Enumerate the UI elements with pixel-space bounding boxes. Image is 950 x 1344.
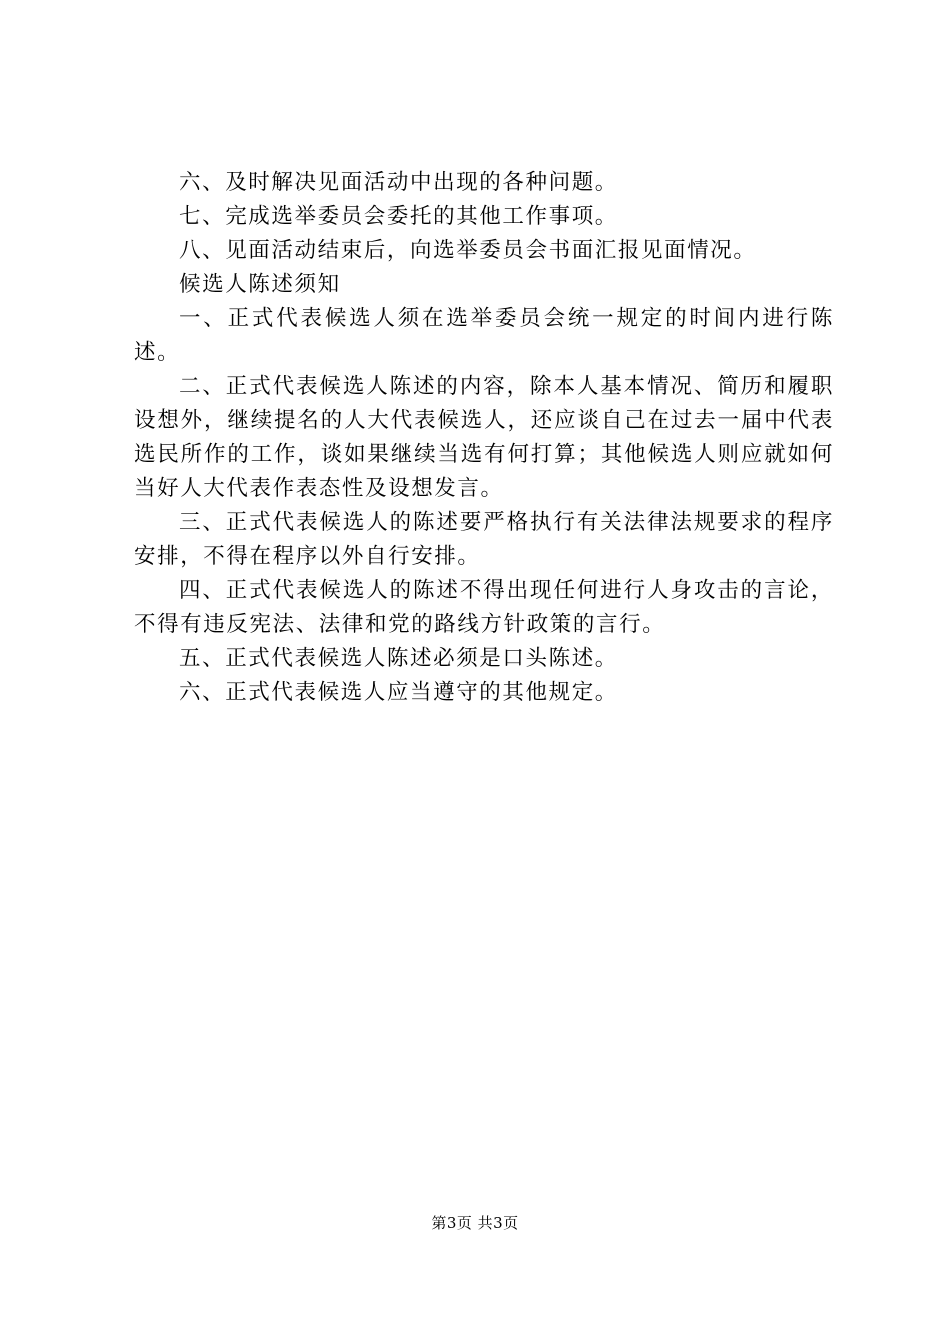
paragraph-item-6: 六、及时解决见面活动中出现的各种问题。 — [179, 170, 618, 195]
paragraph-item-7: 七、完成选举委员会委托的其他工作事项。 — [179, 204, 618, 229]
rule-item-4: 四、正式代表候选人的陈述不得出现任何进行人身攻击的言论，不得有违反宪法、法律和党的路线方针政策的言行。 — [134, 578, 834, 637]
page-number: 第3页 共3页 — [431, 1214, 519, 1232]
rule-item-5: 五、正式代表候选人陈述必须是口头陈述。 — [179, 646, 618, 671]
rule-item-3: 三、正式代表候选人的陈述要严格执行有关法律法规要求的程序安排，不得在程序以外自行安排。 — [134, 510, 834, 569]
rule-item-6: 六、正式代表候选人应当遵守的其他规定。 — [179, 680, 618, 705]
document-body — [134, 166, 834, 710]
section-heading: 候选人陈述须知 — [179, 272, 341, 297]
page-footer — [0, 1212, 950, 1233]
rule-item-2: 二、正式代表候选人陈述的内容，除本人基本情况、简历和履职设想外，继续提名的人大代表候选人，还应谈自己在过去一届中代表选民所作的工作，谈如果继续当选有何打算；其他候选人则应就如何当好人大代表作表态性及设想发言。 — [134, 374, 834, 501]
rule-item-1: 一、正式代表候选人须在选举委员会统一规定的时间内进行陈述。 — [134, 306, 834, 365]
paragraph-item-8: 八、见面活动结束后，向选举委员会书面汇报见面情况。 — [179, 238, 757, 263]
